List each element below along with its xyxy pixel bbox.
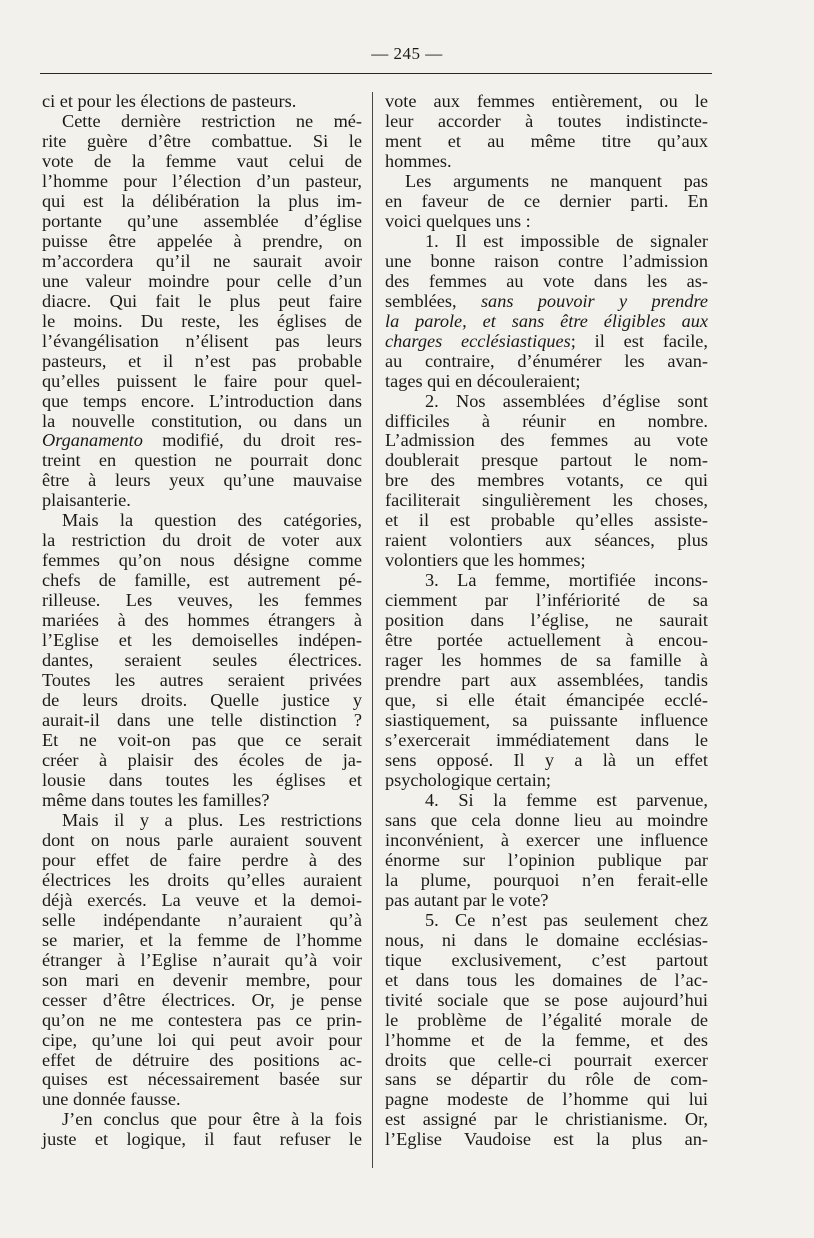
text-line: mariées à des hommes étrangers à (42, 610, 362, 631)
text-line: droits que celle-ci pourrait exercer (385, 1049, 708, 1070)
text-line: inconvénient, à exercer une influence (385, 829, 708, 850)
column-divider (372, 92, 373, 1168)
text-line: tages qui en découleraient; (385, 370, 581, 391)
text-line: est assigné par le christianisme. Or, (385, 1109, 708, 1130)
text-line: pasteurs, et il n’est pas probable (42, 350, 362, 371)
italic-run: charges ecclésiastiques (385, 330, 571, 351)
text-line: des femmes au vote dans les as- (385, 270, 708, 291)
text-line: créer à plaisir des écoles de ja- (42, 749, 362, 770)
text-line: se marier, et la femme de l’homme (42, 929, 362, 950)
text-line: aurait-il dans une telle distinction ? (42, 710, 362, 731)
text-line: volontiers que les hommes; (385, 550, 586, 571)
text-line: une bonne raison contre l’admission (385, 250, 708, 271)
text-line: dantes, seraient seules électrices. (42, 650, 362, 671)
text-line: nous, ni dans le domaine ecclésias- (385, 929, 708, 950)
right-column (385, 92, 708, 1150)
text-line: 3. La femme, mortifiée incons- (425, 570, 708, 591)
text-line: 2. Nos assemblées d’église sont (425, 390, 708, 411)
text-line: être portée actuellement à encou- (385, 630, 708, 651)
text-line: que, si elle était émancipée ecclé- (385, 690, 708, 711)
text-line: treint en question ne pourrait donc (42, 450, 362, 471)
text-line: Mais il y a plus. Les restrictions (62, 809, 362, 830)
text-line (385, 312, 708, 332)
text-line: au contraire, d’énumérer les avan- (385, 350, 708, 371)
text-line: siastiquement, sa puissante influence (385, 710, 708, 731)
text-line: leur accorder à toutes indistincte- (385, 110, 708, 131)
text-line: vote de la femme vaut celui de (42, 150, 362, 171)
text-line: Mais la question des catégories, (62, 510, 362, 531)
text-line: bre des membres votants, ce qui (385, 470, 708, 491)
text-line: l’homme pour l’élection d’un pasteur, (42, 170, 362, 191)
text-line: sans se départir du rôle de com- (385, 1069, 708, 1090)
text-line: tivité sociale que se pose aujourd’hui (385, 989, 708, 1010)
text-line: portante qu’une assemblée d’église (42, 210, 362, 231)
text-line: Et ne voit-on pas que ce serait (42, 730, 362, 750)
text-line: l’Eglise Vaudoise est la plus an- (385, 1129, 708, 1150)
text-run: semblées, (385, 290, 481, 311)
text-line: le moins. Du reste, les églises de (42, 310, 362, 331)
text-line: rite guère d’être combattue. Si le (42, 130, 362, 151)
text-line: en faveur de ce dernier parti. En (385, 190, 708, 211)
text-line: raient volontiers aux séances, plus (385, 530, 708, 551)
italic-run: Organamento (42, 430, 143, 451)
text-line: rager les hommes de sa famille à (385, 650, 708, 671)
text-line: 4. Si la femme est parvenue, (425, 789, 708, 810)
text-line: qu’on ne me contestera pas ce prin- (42, 1009, 362, 1030)
text-line: tique exclusivement, c’est partout (385, 949, 708, 970)
text-line: puisse être appelée à prendre, on (42, 230, 362, 251)
text-line: l’évangélisation n’élisent pas leurs (42, 330, 362, 351)
text-line: l’Eglise et les demoiselles indépen- (42, 630, 362, 651)
text-line: que temps encore. L’introduction dans (42, 390, 362, 411)
text-line: plaisanterie. (42, 490, 131, 511)
text-line (385, 332, 708, 352)
text-line: ment et au même titre qu’aux (385, 130, 708, 151)
text-line: le problème de l’égalité morale de (385, 1009, 708, 1030)
text-line: électrices les droits qu’elles auraient (42, 869, 362, 890)
text-line: Cette dernière restriction ne mé- (62, 110, 362, 131)
text-line: psychologique certain; (385, 769, 552, 790)
text-line: s’exercerait immédiatement dans le (385, 730, 708, 750)
text-line: ciemment par l’infériorité de sa (385, 590, 708, 611)
text-line: étranger à l’Eglise n’aurait qu’à voir (42, 949, 362, 970)
text-line: chefs de famille, est autrement pé- (42, 570, 362, 591)
text-line: et il est probable qu’elles assiste- (385, 510, 708, 531)
text-line: sens opposé. Il y a là un effet (385, 749, 708, 770)
text-line: dont on nous parle auraient souvent (42, 829, 362, 850)
text-line: pour effet de faire perdre à des (42, 849, 362, 870)
text-line: Toutes les autres seraient privées (42, 670, 362, 691)
text-line: qui est la délibération la plus im- (42, 190, 362, 211)
text-line: la plume, pourquoi n’en ferait-elle (385, 869, 708, 890)
text-line: son mari en devenir membre, pour (42, 969, 362, 990)
text-line: ci et pour les élections de pasteurs. (42, 91, 297, 111)
text-line: la nouvelle constitution, ou dans un (42, 410, 362, 431)
text-line: quises est nécessairement basée sur (42, 1069, 362, 1090)
text-line: prendre part aux assemblées, tandis (385, 670, 708, 691)
text-line: déjà exercés. La veuve et la demoi- (42, 889, 362, 910)
text-line: qu’elles puissent le faire pour quel- (42, 370, 362, 391)
text-line: rilleuse. Les veuves, les femmes (42, 590, 362, 611)
text-line: position dans l’église, ne saurait (385, 610, 708, 631)
text-line: vote aux femmes entièrement, ou le (385, 91, 708, 111)
text-line: voici quelques uns : (385, 210, 531, 231)
text-line: 5. Ce n’est pas seulement chez (425, 909, 708, 930)
text-line: diacre. Qui fait le plus peut faire (42, 290, 362, 311)
text-run: modifié, du droit res- (142, 430, 362, 451)
text-line: m’accordera qu’il ne saurait avoir (42, 250, 362, 271)
text-line: lousie dans toutes les églises et (42, 769, 362, 790)
text-line: hommes. (385, 150, 452, 171)
text-line: pagne modeste de l’homme qui lui (385, 1089, 708, 1110)
text-line: sans que cela donne lieu au moindre (385, 809, 708, 830)
text-line: L’admission des femmes au vote (385, 430, 708, 451)
text-line: J’en conclus que pour être à la fois (62, 1109, 362, 1130)
italic-run: sans pouvoir y prendre (480, 290, 708, 311)
text-line (385, 292, 708, 312)
text-line: faciliterait singulièrement les choses, (385, 490, 708, 511)
italic-run: la parole, et sans être éligibles aux (385, 310, 708, 331)
text-line: femmes qu’on nous désigne comme (42, 550, 362, 571)
text-line: être à leurs yeux qu’une mauvaise (42, 470, 362, 491)
text-line (42, 431, 362, 451)
text-line: une donnée fausse. (42, 1089, 181, 1110)
text-run: ; il est facile, (570, 330, 708, 351)
text-line: effet de détruire des positions ac- (42, 1049, 362, 1070)
text-line: une valeur moindre pour celle d’un (42, 270, 362, 291)
page-number: — 245 — (371, 44, 443, 63)
text-line: doublerait presque partout le nom- (385, 450, 708, 471)
text-line: cesser d’être électrices. Or, je pense (42, 989, 362, 1010)
header-rule (40, 73, 712, 74)
text-line: 1. Il est impossible de signaler (425, 230, 708, 251)
text-line: pas autant par le vote? (385, 889, 549, 910)
text-line: juste et logique, il faut refuser le (42, 1129, 362, 1150)
text-line: énorme sur l’opinion publique par (385, 849, 708, 870)
text-line: même dans toutes les familles? (42, 789, 270, 810)
text-line: selle indépendante n’auraient qu’à (42, 909, 362, 930)
text-line: difficiles à réunir en nombre. (385, 410, 708, 431)
text-line: de leurs droits. Quelle justice y (42, 690, 362, 711)
text-line: et dans tous les domaines de l’ac- (385, 969, 708, 990)
text-line: l’homme et de la femme, et des (385, 1029, 708, 1050)
text-line: la restriction du droit de voter aux (42, 530, 362, 551)
left-column (42, 92, 362, 1150)
text-line: cipe, qu’une loi qui peut avoir pour (42, 1029, 362, 1050)
text-line: Les arguments ne manquent pas (405, 170, 708, 191)
